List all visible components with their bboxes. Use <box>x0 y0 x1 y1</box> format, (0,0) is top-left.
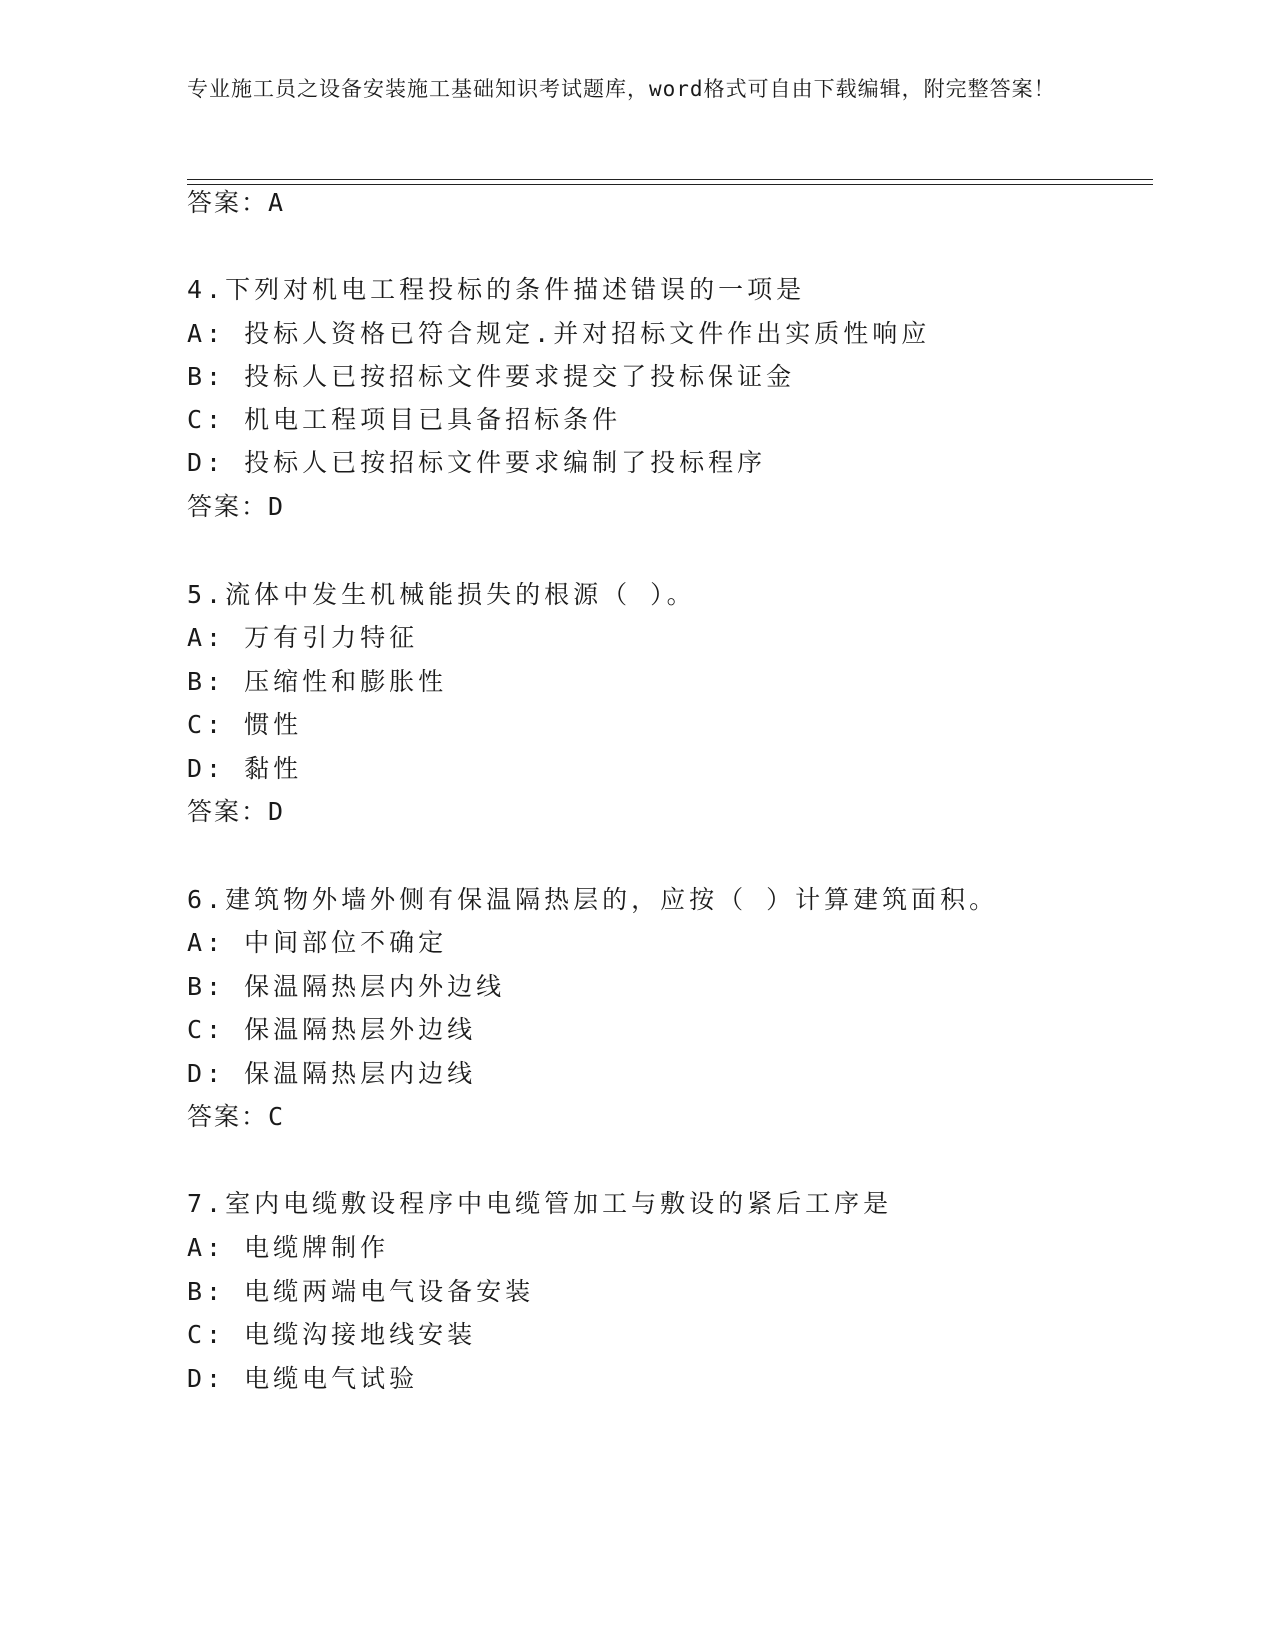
option-a: A: 万有引力特征 <box>187 623 419 652</box>
option-a: A: 投标人资格已符合规定.并对招标文件作出实质性响应 <box>187 319 931 348</box>
header-text: 专业施工员之设备安装施工基础知识考试题库，word格式可自由下载编辑，附完整答案！ <box>187 77 1056 101</box>
option-d: D: 保温隔热层内边线 <box>187 1059 477 1088</box>
option-a: A: 中间部位不确定 <box>187 928 448 957</box>
option-d: D: 黏性 <box>187 754 303 783</box>
header-rule-top <box>187 179 1153 180</box>
option-d: D: 电缆电气试验 <box>187 1364 419 1393</box>
question-stem: 7.室内电缆敷设程序中电缆管加工与敷设的紧后工序是 <box>187 1189 893 1218</box>
header-rule-bottom <box>187 184 1153 185</box>
previous-answer: 答案：A <box>187 188 286 217</box>
option-d: D: 投标人已按招标文件要求编制了投标程序 <box>187 448 767 477</box>
option-a: A: 电缆牌制作 <box>187 1233 390 1262</box>
option-c: C: 惯性 <box>187 710 303 739</box>
option-b: B: 投标人已按招标文件要求提交了投标保证金 <box>187 362 796 391</box>
option-b: B: 压缩性和膨胀性 <box>187 667 448 696</box>
question-answer: 答案：D <box>187 492 286 521</box>
question-stem: 6.建筑物外墙外侧有保温隔热层的，应按（ ）计算建筑面积。 <box>187 885 999 914</box>
option-c: C: 电缆沟接地线安装 <box>187 1320 477 1349</box>
option-b: B: 电缆两端电气设备安装 <box>187 1277 535 1306</box>
option-b: B: 保温隔热层内外边线 <box>187 972 506 1001</box>
option-c: C: 保温隔热层外边线 <box>187 1015 477 1044</box>
option-c: C: 机电工程项目已具备招标条件 <box>187 405 622 434</box>
question-stem: 4.下列对机电工程投标的条件描述错误的一项是 <box>187 275 806 304</box>
question-stem: 5.流体中发生机械能损失的根源（ ）。 <box>187 580 696 609</box>
document-header <box>187 72 1067 106</box>
question-answer: 答案：C <box>187 1102 286 1131</box>
question-answer: 答案：D <box>187 797 286 826</box>
